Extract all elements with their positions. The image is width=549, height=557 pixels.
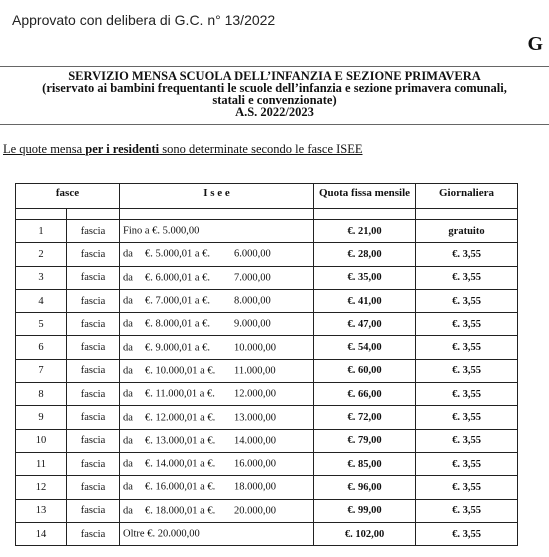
isee-cell [120, 336, 314, 359]
table-row [16, 289, 518, 312]
fascia-number: 14 [16, 522, 67, 545]
quota-mensile: €. 54,00 [314, 336, 416, 359]
isee-from: €. 18.000,01 a €. [145, 505, 216, 517]
header-school-year: A.S. 2022/2023 [235, 105, 314, 119]
isee-to: 8.000,00 [234, 295, 271, 307]
isee-range: Fino a €. 5.000,00 [123, 225, 200, 237]
fascia-label: fascia [67, 452, 120, 475]
fascia-label: fascia [67, 499, 120, 522]
fascia-label: fascia [67, 220, 120, 243]
quota-giornaliera: €. 3,55 [416, 359, 518, 382]
table-row [16, 406, 518, 429]
isee-da: da [123, 388, 133, 400]
table-row [16, 429, 518, 452]
quota-mensile: €. 28,00 [314, 243, 416, 266]
isee-cell [120, 266, 314, 289]
table-row [16, 476, 518, 499]
fascia-number: 10 [16, 429, 67, 452]
isee-from: €. 7.000,01 a €. [145, 295, 211, 307]
fascia-label: fascia [67, 336, 120, 359]
quota-giornaliera: €. 3,55 [416, 429, 518, 452]
isee-to: 7.000,00 [234, 272, 271, 284]
table-spacer-row [16, 209, 518, 220]
isee-cell [120, 429, 314, 452]
isee-da: da [123, 272, 133, 284]
quota-giornaliera: €. 3,55 [416, 452, 518, 475]
header-title: SERVIZIO MENSA SCUOLA DELL’INFANZIA E SEZIONE PRIMAVERA [68, 69, 481, 83]
quota-mensile: €. 21,00 [314, 220, 416, 243]
quota-giornaliera: gratuito [416, 220, 518, 243]
col-header-giornaliera: Giornaliera [416, 184, 518, 209]
quota-giornaliera: €. 3,55 [416, 266, 518, 289]
quota-giornaliera: €. 3,55 [416, 313, 518, 336]
table-row [16, 220, 518, 243]
isee-da: da [123, 295, 133, 307]
fascia-number: 8 [16, 383, 67, 406]
table-row [16, 522, 518, 545]
table-row [16, 266, 518, 289]
quota-mensile: €. 99,00 [314, 499, 416, 522]
isee-to: 13.000,00 [234, 412, 276, 424]
fascia-number: 6 [16, 336, 67, 359]
quota-mensile: €. 85,00 [314, 452, 416, 475]
table-header-row [16, 184, 518, 209]
table-row [16, 452, 518, 475]
quota-giornaliera: €. 3,55 [416, 522, 518, 545]
fascia-label: fascia [67, 243, 120, 266]
table-row [16, 243, 518, 266]
isee-da: da [123, 318, 133, 330]
fascia-number: 7 [16, 359, 67, 382]
table-row [16, 313, 518, 336]
isee-da: da [123, 365, 133, 377]
quota-mensile: €. 96,00 [314, 476, 416, 499]
approval-note: Approvato con delibera di G.C. n° 13/2022 [12, 12, 276, 28]
isee-from: €. 16.000,01 a €. [145, 481, 216, 493]
fascia-number: 3 [16, 266, 67, 289]
isee-to: 11.000,00 [234, 365, 276, 377]
quota-mensile: €. 35,00 [314, 266, 416, 289]
quota-giornaliera: €. 3,55 [416, 499, 518, 522]
table-row [16, 336, 518, 359]
intro-text [3, 142, 363, 157]
fascia-number: 1 [16, 220, 67, 243]
header-divider [0, 124, 549, 125]
fascia-label: fascia [67, 476, 120, 499]
isee-da: da [123, 342, 133, 354]
intro-bold: per i residenti [85, 142, 160, 156]
quota-giornaliera: €. 3,55 [416, 336, 518, 359]
isee-from: €. 9.000,01 a €. [145, 342, 211, 354]
isee-to: 12.000,00 [234, 388, 276, 400]
isee-da: da [123, 435, 133, 447]
fascia-label: fascia [67, 406, 120, 429]
quota-giornaliera: €. 3,55 [416, 476, 518, 499]
col-header-isee: I s e e [120, 184, 314, 209]
fascia-label: fascia [67, 359, 120, 382]
quota-mensile: €. 102,00 [314, 522, 416, 545]
quota-giornaliera: €. 3,55 [416, 383, 518, 406]
table-row [16, 359, 518, 382]
quota-mensile: €. 66,00 [314, 383, 416, 406]
isee-cell [120, 243, 314, 266]
isee-to: 20.000,00 [234, 505, 276, 517]
intro-pre: Le quote mensa [3, 142, 86, 156]
isee-range: Oltre €. 20.000,00 [123, 528, 200, 540]
isee-to: 9.000,00 [234, 318, 271, 330]
table-body [16, 220, 518, 546]
isee-da: da [123, 458, 133, 470]
isee-to: 18.000,00 [234, 481, 276, 493]
isee-cell [120, 406, 314, 429]
isee-cell [120, 452, 314, 475]
isee-from: €. 14.000,01 a €. [145, 458, 216, 470]
quota-mensile: €. 41,00 [314, 289, 416, 312]
isee-da: da [123, 505, 133, 517]
col-header-fasce: fasce [16, 184, 120, 209]
quota-giornaliera: €. 3,55 [416, 289, 518, 312]
corner-letter: G [527, 33, 543, 55]
isee-from: €. 11.000,01 a €. [145, 388, 215, 400]
isee-from: €. 13.000,01 a €. [145, 435, 216, 447]
isee-cell [120, 476, 314, 499]
isee-cell [120, 220, 314, 243]
fascia-label: fascia [67, 429, 120, 452]
isee-from: €. 5.000,01 a €. [145, 248, 211, 260]
document-header [0, 70, 549, 118]
col-header-quota: Quota fissa mensile [314, 184, 416, 209]
fascia-label: fascia [67, 266, 120, 289]
fascia-label: fascia [67, 383, 120, 406]
fascia-label: fascia [67, 522, 120, 545]
fascia-number: 12 [16, 476, 67, 499]
fascia-number: 13 [16, 499, 67, 522]
isee-cell [120, 499, 314, 522]
isee-from: €. 6.000,01 a €. [145, 272, 211, 284]
isee-cell [120, 289, 314, 312]
isee-cell [120, 522, 314, 545]
isee-da: da [123, 481, 133, 493]
header-subtitle-cont: statali e convenzionate) [212, 93, 337, 107]
isee-cell [120, 313, 314, 336]
quota-giornaliera: €. 3,55 [416, 406, 518, 429]
isee-to: 6.000,00 [234, 248, 271, 260]
isee-da: da [123, 412, 133, 424]
fascia-label: fascia [67, 289, 120, 312]
isee-to: 14.000,00 [234, 435, 276, 447]
quota-mensile: €. 72,00 [314, 406, 416, 429]
fascia-number: 11 [16, 452, 67, 475]
isee-to: 16.000,00 [234, 458, 276, 470]
header-subtitle: (riservato ai bambini frequentanti le scuole dell’infanzia e sezione primavera comunali, [42, 81, 507, 95]
quota-mensile: €. 60,00 [314, 359, 416, 382]
intro-post: sono determinate secondo le fasce ISEE [159, 142, 363, 156]
table-row [16, 383, 518, 406]
isee-to: 10.000,00 [234, 342, 276, 354]
top-divider [0, 66, 549, 67]
quota-mensile: €. 79,00 [314, 429, 416, 452]
quota-giornaliera: €. 3,55 [416, 243, 518, 266]
isee-da: da [123, 248, 133, 260]
table-row [16, 499, 518, 522]
fascia-number: 4 [16, 289, 67, 312]
fascia-number: 2 [16, 243, 67, 266]
fascia-number: 5 [16, 313, 67, 336]
isee-from: €. 10.000,01 a €. [145, 365, 216, 377]
fascia-label: fascia [67, 313, 120, 336]
fascia-number: 9 [16, 406, 67, 429]
isee-from: €. 8.000,01 a €. [145, 318, 211, 330]
fee-table [15, 183, 518, 546]
isee-from: €. 12.000,01 a €. [145, 412, 216, 424]
isee-cell [120, 383, 314, 406]
quota-mensile: €. 47,00 [314, 313, 416, 336]
isee-cell [120, 359, 314, 382]
